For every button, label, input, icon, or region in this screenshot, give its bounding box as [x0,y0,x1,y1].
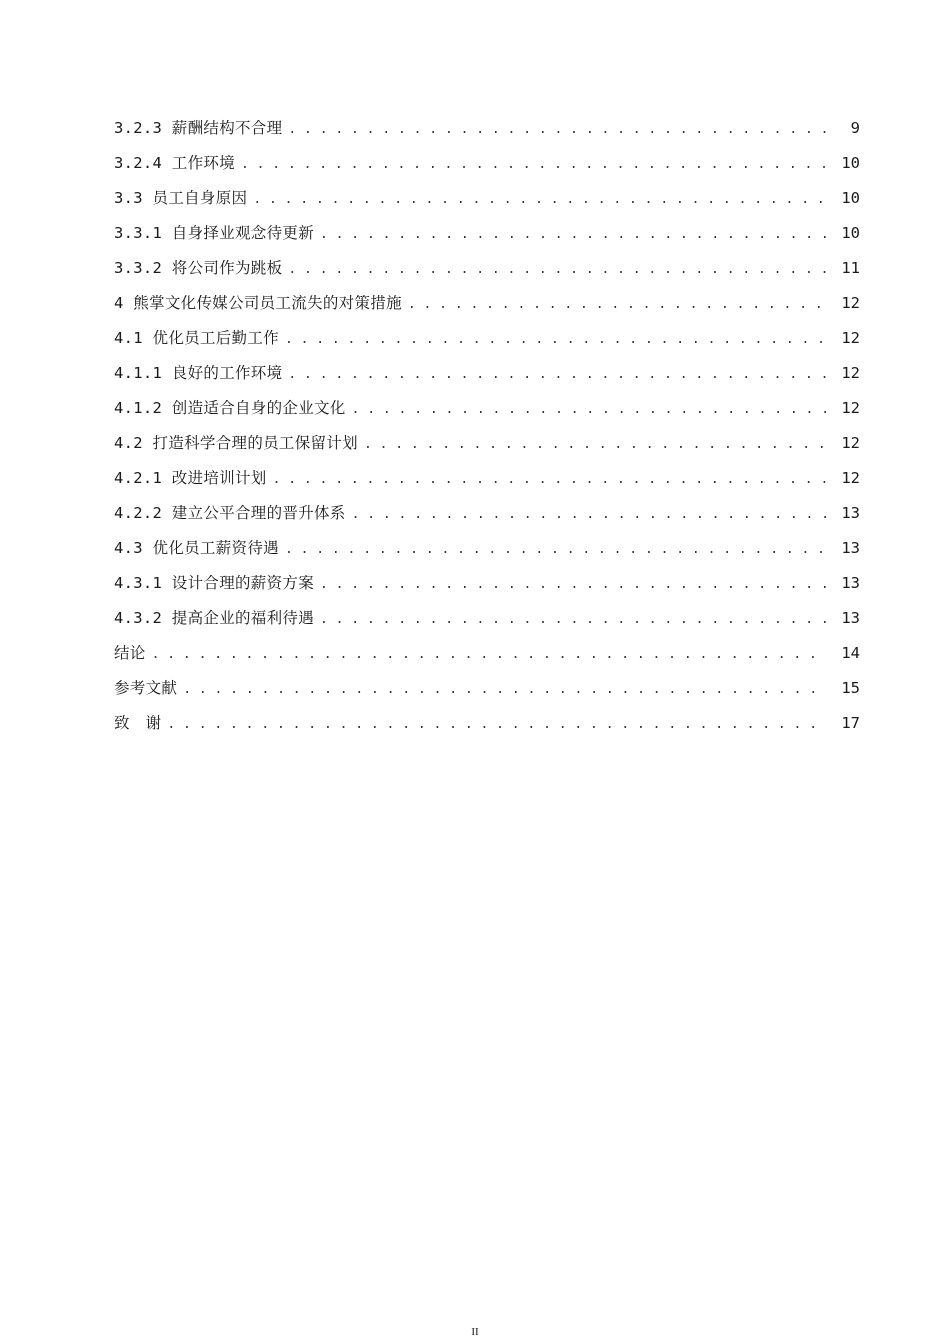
toc-entry[interactable] [114,601,860,636]
toc-entry-title: 4.2.2 建立公平合理的晋升体系 [114,504,346,522]
toc-dot-leader [241,147,826,182]
table-of-contents [114,111,860,741]
toc-dot-leader [364,427,826,462]
toc-entry[interactable] [114,286,860,321]
toc-entry-title: 4.2.1 改进培训计划 [114,469,267,487]
toc-entry-title: 结论 [114,644,146,662]
toc-entry[interactable] [114,496,860,531]
toc-entry-title: 3.3.1 自身择业观念待更新 [114,224,314,242]
toc-entry-page: 10 [841,154,860,172]
toc-entry-page: 10 [841,189,860,207]
toc-entry-page: 13 [841,504,860,522]
toc-dot-leader [352,392,826,427]
toc-entry[interactable] [114,181,860,216]
toc-entry[interactable] [114,356,860,391]
toc-entry[interactable] [114,111,860,146]
toc-dot-leader [285,532,826,567]
toc-entry-title: 参考文献 [114,679,178,697]
toc-dot-leader [288,357,826,392]
toc-entry-page: 13 [841,539,860,557]
toc-entry-title: 3.3 员工自身原因 [114,189,248,207]
toc-entry[interactable] [114,216,860,251]
toc-entry-title: 4 熊掌文化传媒公司员工流失的对策措施 [114,294,402,312]
toc-entry[interactable] [114,671,860,706]
toc-dot-leader [152,637,826,672]
toc-entry[interactable] [114,321,860,356]
toc-entry-page: 11 [841,259,860,277]
toc-dot-leader [352,497,826,532]
toc-dot-leader [288,112,826,147]
toc-dot-leader [320,567,826,602]
toc-entry-title: 4.3 优化员工薪资待遇 [114,539,279,557]
toc-entry-title: 4.3.1 设计合理的薪资方案 [114,574,314,592]
toc-dot-leader [167,707,826,742]
toc-entry-page: 17 [841,714,860,732]
toc-entry-page: 9 [850,119,860,137]
toc-dot-leader [253,182,826,217]
toc-entry[interactable] [114,391,860,426]
toc-entry-page: 14 [841,644,860,662]
toc-entry[interactable] [114,566,860,601]
toc-entry-page: 12 [841,329,860,347]
toc-dot-leader [183,672,826,707]
toc-entry[interactable] [114,461,860,496]
toc-entry-page: 12 [841,294,860,312]
toc-entry[interactable] [114,426,860,461]
toc-entry-page: 12 [841,469,860,487]
toc-entry-page: 12 [841,364,860,382]
toc-dot-leader [285,322,826,357]
toc-entry[interactable] [114,531,860,566]
toc-entry[interactable] [114,706,860,741]
page-number: II [471,1326,479,1338]
toc-entry[interactable] [114,251,860,286]
toc-entry-title: 3.2.4 工作环境 [114,154,235,172]
toc-entry-title: 4.1.1 良好的工作环境 [114,364,283,382]
toc-entry-page: 15 [841,679,860,697]
toc-dot-leader [320,602,826,637]
toc-entry-page: 13 [841,574,860,592]
toc-entry-page: 12 [841,434,860,452]
toc-entry[interactable] [114,636,860,671]
toc-entry-page: 13 [841,609,860,627]
toc-entry-title: 4.2 打造科学合理的员工保留计划 [114,434,358,452]
toc-entry[interactable] [114,146,860,181]
toc-dot-leader [273,462,826,497]
toc-entry-title: 4.1 优化员工后勤工作 [114,329,279,347]
toc-entry-page: 12 [841,399,860,417]
toc-dot-leader [320,217,826,252]
toc-entry-title: 4.1.2 创造适合自身的企业文化 [114,399,346,417]
toc-entry-title: 3.2.3 薪酬结构不合理 [114,119,283,137]
toc-entry-title: 3.3.2 将公司作为跳板 [114,259,283,277]
toc-entry-title: 4.3.2 提高企业的福利待遇 [114,609,314,627]
toc-dot-leader [288,252,826,287]
toc-dot-leader [408,287,826,322]
toc-entry-page: 10 [841,224,860,242]
toc-entry-title: 致 谢 [114,714,162,732]
